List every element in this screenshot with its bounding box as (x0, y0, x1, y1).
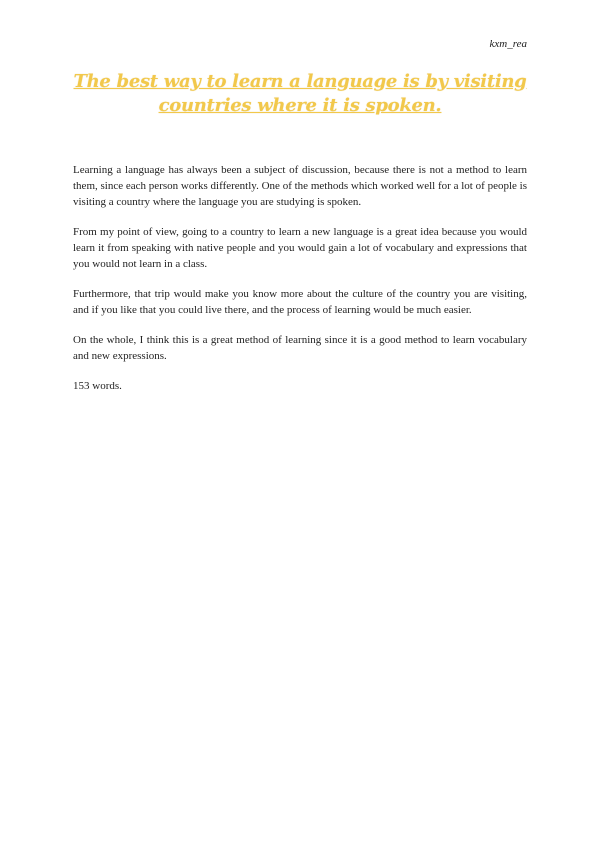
paragraph: From my point of view, going to a country to learn a new language is a great idea because you would learn it from speaking with native people and you would gain a lot of vocabulary and expressions that you would not learn in a class. (73, 226, 527, 270)
document-title: The best way to learn a language is by visiting countries where it is spoken. (73, 71, 527, 116)
paragraph: Furthermore, that trip would make you know more about the culture of the country you are visiting, and if you like that you could live there, and the process of learning would be much easier. (73, 288, 527, 316)
document-body (73, 162, 527, 408)
paragraph: On the whole, I think this is a great method of learning since it is a good method to learn vocabulary and new expressions. (73, 334, 527, 362)
paragraph: Learning a language has always been a subject of discussion, because there is not a method to learn them, since each person works differently. One of the methods which worked well for a lot of people is visiting a country where the language you are studying is spoken. (73, 164, 527, 208)
author-handle: kxm_rea (489, 38, 527, 50)
word-count: 153 words. (73, 380, 122, 392)
